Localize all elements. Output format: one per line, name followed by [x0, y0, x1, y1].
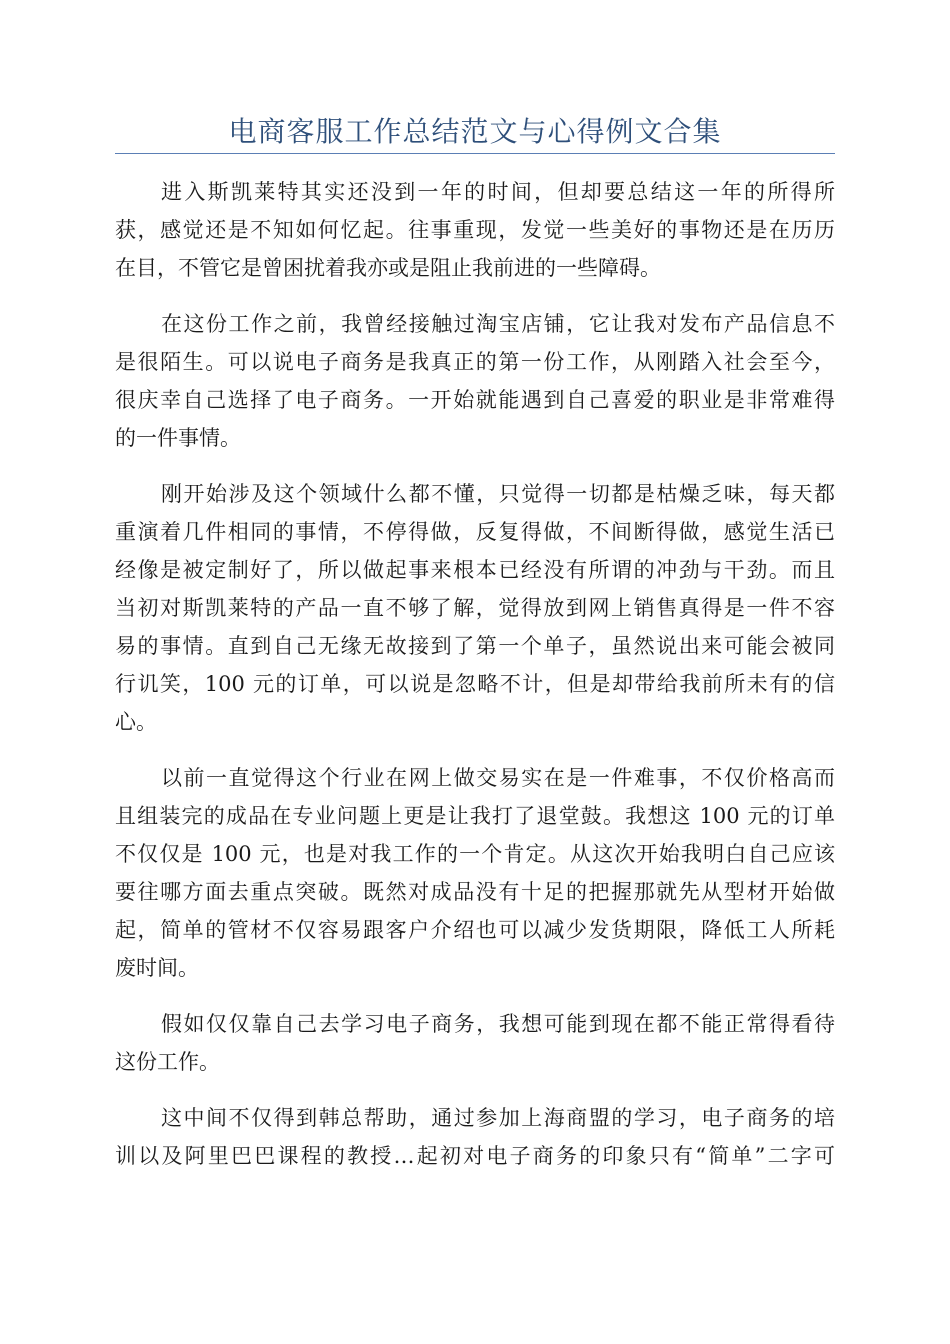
paragraph-line: 这中间不仅得到韩总帮助，通过参加上海商盟的学习，电子商务的培 [161, 1106, 835, 1130]
paragraph-line: 训以及阿里巴巴课程的教授…起初对电子商务的印象只有“简单”二字可 [115, 1144, 835, 1168]
paragraph [115, 1005, 835, 1081]
paragraph-line: 的一件事情。 [115, 426, 241, 450]
paragraph-line: 假如仅仅靠自己去学习电子商务，我想可能到现在都不能正常得看待 [161, 1012, 835, 1036]
paragraph-line: 行讥笑，100 元的订单，可以说是忽略不计，但是却带给我前所未有的信 [115, 672, 835, 696]
paragraph-line: 是很陌生。可以说电子商务是我真正的第一份工作，从刚踏入社会至今， [115, 350, 835, 374]
paragraph-line: 废时间。 [115, 956, 199, 980]
paragraph-line: 很庆幸自己选择了电子商务。一开始就能遇到自己喜爱的职业是非常难得 [115, 388, 835, 412]
paragraph-line: 要往哪方面去重点突破。既然对成品没有十足的把握那就先从型材开始做 [115, 880, 835, 904]
paragraph-line: 经像是被定制好了，所以做起事来根本已经没有所谓的冲劲与干劲。而且 [115, 558, 835, 582]
title-underline [115, 153, 835, 154]
paragraph [115, 173, 835, 287]
paragraph-line: 获，感觉还是不知如何忆起。往事重现，发觉一些美好的事物还是在历历 [115, 218, 835, 242]
paragraph-line: 这份工作。 [115, 1050, 220, 1074]
document-title: 电商客服工作总结范文与心得例文合集 [228, 115, 722, 148]
paragraph-line: 当初对斯凯莱特的产品一直不够了解，觉得放到网上销售真得是一件不容 [115, 596, 835, 620]
paragraph-line: 在目，不管它是曾困扰着我亦或是阻止我前进的一些障碍。 [115, 256, 661, 280]
paragraph-line: 以前一直觉得这个行业在网上做交易实在是一件难事，不仅价格高而 [161, 766, 835, 790]
paragraph-line: 易的事情。直到自己无缘无故接到了第一个单子，虽然说出来可能会被同 [115, 634, 835, 658]
paragraph-line: 起，简单的管材不仅容易跟客户介绍也可以减少发货期限，降低工人所耗 [115, 918, 835, 942]
paragraph-line: 进入斯凯莱特其实还没到一年的时间，但却要总结这一年的所得所 [161, 180, 835, 204]
paragraph-line: 刚开始涉及这个领域什么都不懂，只觉得一切都是枯燥乏味，每天都 [161, 482, 835, 506]
paragraph [115, 305, 835, 457]
paragraph [115, 1099, 835, 1175]
paragraph [115, 759, 835, 987]
paragraph-line: 在这份工作之前，我曾经接触过淘宝店铺，它让我对发布产品信息不 [161, 312, 835, 336]
document-body [115, 173, 835, 1193]
paragraph-line: 重演着几件相同的事情，不停得做，反复得做，不间断得做，感觉生活已 [115, 520, 835, 544]
paragraph-line: 不仅仅是 100 元，也是对我工作的一个肯定。从这次开始我明白自己应该 [115, 842, 835, 866]
paragraph [115, 475, 835, 741]
paragraph-line: 心。 [115, 710, 157, 734]
paragraph-line: 且组装完的成品在专业问题上更是让我打了退堂鼓。我想这 100 元的订单 [115, 804, 835, 828]
